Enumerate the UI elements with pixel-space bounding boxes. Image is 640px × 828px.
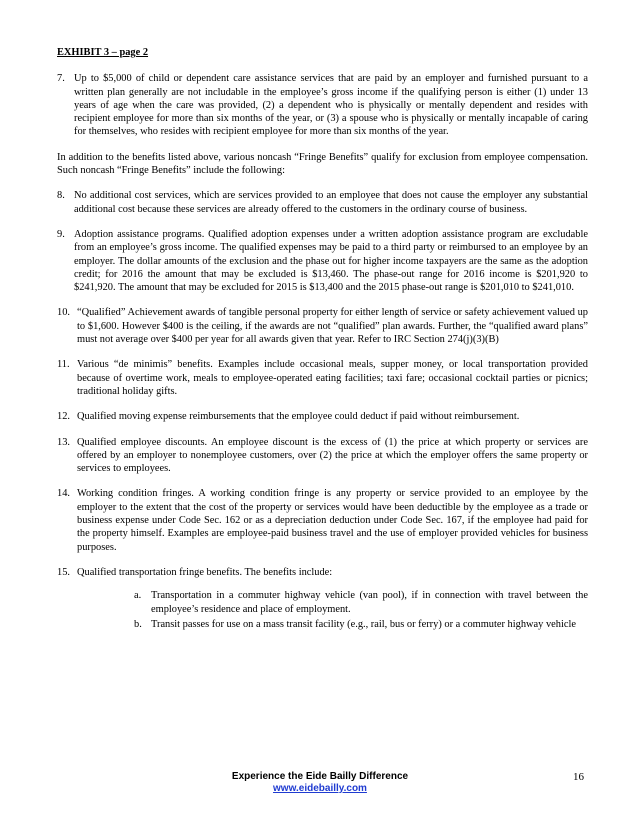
item-text: No additional cost services, which are services provided to an employee that does not cause the employer any substantial additional cost because these services are already offered to the customers in the ordinary course of business.	[74, 190, 588, 215]
footer-website-link[interactable]: www.eidebailly.com	[273, 783, 367, 794]
list-item-14	[57, 487, 588, 553]
document-body	[57, 46, 588, 643]
page-number: 16	[573, 771, 584, 783]
item-number: 14.	[57, 488, 70, 500]
item-text: Up to $5,000 of child or dependent care assistance services that are paid by an employer and furnished pursuant to a written plan generally are not includable in the employee’s gross income if the qualifying person is either (1) under 13 years of age when the care was provided, (2) a dependent who is physically or mentally dependent and resides with recipient employee for more than six months of the year, or (3) a spouse who is physically or mentally incapable of caring for themselves, who resides with recipient employee for more than six months of the year.	[74, 73, 588, 138]
sub-item-letter: b.	[134, 618, 142, 630]
footer-tagline: Experience the Eide Bailly Difference	[231, 771, 409, 782]
item-number: 9.	[57, 228, 65, 240]
page-heading: EXHIBIT 3 – page 2	[57, 47, 149, 58]
intro-paragraph: In addition to the benefits listed above, various noncash “Fringe Benefits” qualify for exclusion from employee compensation. Such noncash “Fringe Benefits” include the following:	[57, 151, 588, 177]
item-text: Qualified employee discounts. An employee discount is the excess of (1) the price at which property or services are offered by an employer to nonemployee customers, over (2) the price at which the employer offers the same property or services to employees.	[77, 436, 588, 475]
item-text: Various “de minimis” benefits. Examples include occasional meals, supper money, or local transportation provided because of overtime work, meals to employee-operated eating facilities; taxi fare; occasional cocktail parties or picnics; traditional holiday gifts.	[77, 359, 588, 397]
item-number: 10.	[57, 307, 70, 319]
list-item-11	[57, 358, 588, 398]
list-item-12	[57, 410, 588, 423]
item-number: 8.	[57, 190, 65, 202]
sub-item-text: Transportation in a commuter highway vehicle (van pool), if in connection with travel between the employee’s residence and place of employment.	[151, 590, 588, 615]
item-number: 11.	[57, 359, 70, 371]
item-text: “Qualified” Achievement awards of tangible personal property for either length of service or safety achievement valued up to $1,600. However $400 is the ceiling, if the awards are not “qualified” plan awards. Further, the “qualified award plans” must not average over $400 per year for all awards given that year. Refer to IRC Section 274(j)(3)(B)	[77, 307, 588, 346]
item-number: 15.	[57, 566, 70, 578]
item-number: 7.	[57, 73, 65, 85]
item-text: Working condition fringes. A working condition fringe is any property or service provided to an employee by the employer to the extent that the cost of the property or services would have been deductible by the employee as a trade or business expense under Code Sec. 162 or as a depreciation deduction under Code Sec. 167, if the employee had paid for the property himself. Examples are employee-paid business travel and the use of employer provided vehicles for business purposes.	[77, 488, 588, 553]
list-item-10	[57, 306, 588, 346]
list-item-8	[57, 189, 588, 216]
sub-item-a	[134, 589, 588, 616]
item-text: Qualified moving expense reimbursements that the employee could deduct if paid without reimbursement.	[77, 411, 520, 423]
item-text: Adoption assistance programs. Qualified adoption expenses under a written adoption assistance program are excludable from an employee’s gross income. The qualified expenses may be paid to a third party or reimbursed to an employee by an employer. The dollar amounts of the exclusion and the phase out for higher income taxpayers are the same as the adoption credit; for 2016 the amount that may be excluded is $13,460. The phase-out range for 2016 income is $201,920 to $241,920. The amount that may be excluded for 2015 is $13,400 and the 2015 phase-out range is $201,010 to $241,010.	[74, 228, 588, 294]
list-item-15	[57, 566, 588, 631]
sub-item-text: Transit passes for use on a mass transit facility (e.g., rail, bus or ferry) or a commuter highway vehicle	[151, 618, 576, 630]
item-text: Qualified transportation fringe benefits. The benefits include:	[77, 566, 333, 578]
list-item-13	[57, 436, 588, 476]
sub-item-letter: a.	[134, 590, 142, 602]
list-item-7	[57, 72, 588, 138]
sub-list	[77, 589, 588, 631]
item-number: 13.	[57, 436, 70, 448]
list-item-9	[57, 228, 588, 294]
item-number: 12.	[57, 411, 70, 423]
sub-item-b	[134, 618, 588, 631]
page-footer	[0, 771, 640, 795]
